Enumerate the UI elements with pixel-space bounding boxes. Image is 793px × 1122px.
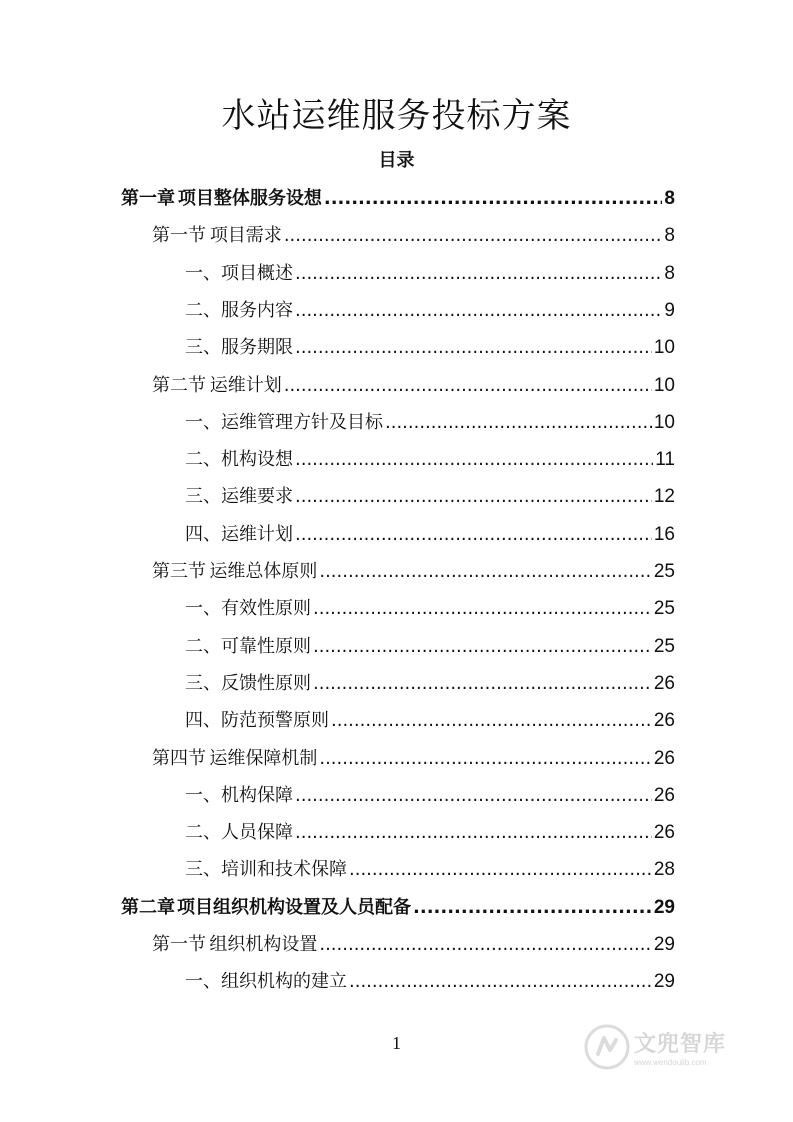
toc-entry-title: 运维计划 — [209, 374, 282, 396]
toc-leader-dots — [295, 337, 652, 358]
toc-entry-title: 培训和技术保障 — [221, 859, 347, 881]
toc-entry-number: 第一节 — [152, 225, 206, 247]
toc-entry-title: 项目需求 — [209, 225, 282, 247]
toc-leader-dots — [295, 449, 653, 470]
toc-leader-dots — [295, 822, 652, 843]
toc-entry-page: 9 — [664, 299, 675, 321]
toc-leader-dots — [313, 636, 652, 657]
toc-entry-title: 项目组织机构设置及人员配备 — [177, 896, 412, 918]
toc-entry[interactable] — [185, 408, 675, 436]
toc-heading: 目录 — [378, 150, 415, 171]
toc-entry-number: 第三节 — [152, 561, 206, 582]
toc-entry-page: 8 — [664, 262, 675, 284]
toc-entry[interactable] — [185, 632, 675, 660]
toc-entry[interactable] — [152, 221, 675, 249]
toc-leader-dots — [295, 263, 662, 284]
toc-entry-page: 10 — [653, 374, 675, 396]
toc-entry-page: 28 — [653, 859, 675, 881]
toc-entry[interactable] — [185, 445, 675, 473]
toc-entry-number: 一、 — [185, 598, 221, 620]
toc-entry[interactable] — [185, 855, 675, 883]
toc-entry-title: 组织机构的建立 — [221, 971, 347, 993]
toc-leader-dots — [284, 375, 652, 396]
page-title: 水站运维服务投标方案 — [221, 96, 572, 136]
toc-entry[interactable] — [152, 557, 675, 585]
toc-entry-number: 三、 — [185, 859, 221, 881]
toc-entry-title: 运维总体原则 — [209, 561, 318, 582]
toc-entry[interactable] — [185, 967, 675, 995]
toc-leader-dots — [295, 300, 662, 321]
toc-leader-dots — [319, 748, 652, 769]
toc-entry-number: 一、 — [185, 262, 221, 284]
toc-entry[interactable] — [152, 930, 675, 958]
toc-entry-number: 第二章 — [121, 896, 175, 918]
toc-entry-number: 四、 — [185, 523, 221, 545]
toc-entry[interactable] — [121, 893, 675, 921]
toc-leader-dots — [413, 897, 652, 918]
toc-leader-dots — [295, 524, 652, 545]
toc-entry-title: 防范预警原则 — [221, 710, 329, 732]
toc-entry-page: 29 — [653, 896, 675, 918]
toc-entry-title: 项目整体服务设想 — [177, 188, 322, 209]
toc-leader-dots — [331, 710, 652, 731]
watermark-logo-icon — [584, 1024, 630, 1070]
toc-entry-number: 三、 — [185, 672, 221, 694]
watermark-url: www.wendoulib.com — [634, 1058, 707, 1067]
toc-entry-page: 29 — [653, 971, 675, 993]
toc-entry-number: 二、 — [185, 635, 221, 657]
watermark — [584, 1022, 754, 1072]
toc-entry-page: 25 — [653, 635, 675, 657]
toc-entry-number: 三、 — [185, 486, 221, 508]
toc-entry-title: 组织机构设置 — [209, 934, 318, 955]
toc-entry-number: 二、 — [185, 822, 221, 844]
toc-entry-number: 第一章 — [121, 188, 175, 209]
toc-entry-title: 人员保障 — [221, 822, 293, 844]
toc-entry-page: 16 — [653, 523, 675, 545]
toc-entry-page: 29 — [653, 934, 675, 955]
toc-leader-dots — [319, 934, 652, 955]
toc-entry-page: 25 — [653, 598, 675, 620]
toc-leader-dots — [324, 188, 663, 209]
toc-entry-page: 26 — [653, 672, 675, 694]
toc-entry-page: 10 — [653, 411, 675, 433]
toc-entry-title: 运维保障机制 — [209, 747, 318, 769]
page-number: 1 — [392, 1033, 401, 1053]
toc-entry-title: 机构保障 — [221, 784, 293, 806]
toc-entry-title: 运维要求 — [221, 486, 293, 508]
toc-entry[interactable] — [185, 818, 675, 846]
toc-entry-page: 10 — [653, 337, 675, 359]
toc-entry-title: 运维计划 — [221, 523, 293, 545]
toc-entry[interactable] — [121, 184, 675, 212]
toc-entry-number: 四、 — [185, 710, 221, 732]
toc-entry[interactable] — [152, 744, 675, 772]
toc-entry-page: 26 — [653, 784, 675, 806]
toc-entry-title: 服务内容 — [221, 299, 293, 321]
toc-entry-number: 一、 — [185, 411, 221, 433]
toc-leader-dots — [284, 225, 663, 246]
toc-entry-number: 第四节 — [152, 747, 206, 769]
toc-entry-number: 三、 — [185, 337, 221, 359]
toc-leader-dots — [319, 561, 652, 582]
toc-entry-page: 26 — [653, 747, 675, 769]
toc-entry-page: 26 — [653, 822, 675, 844]
toc-entry-title: 项目概述 — [221, 262, 293, 284]
toc-entry[interactable] — [185, 296, 675, 324]
toc-leader-dots — [313, 673, 652, 694]
toc-entry-title: 反馈性原则 — [221, 672, 311, 694]
toc-entry[interactable] — [185, 594, 675, 622]
toc-entry-page: 25 — [653, 561, 675, 582]
toc-entry[interactable] — [185, 669, 675, 697]
toc-entry-page: 26 — [653, 710, 675, 732]
toc-entry-title: 服务期限 — [221, 337, 293, 359]
toc-entry[interactable] — [185, 706, 675, 734]
toc-entry-title: 可靠性原则 — [221, 635, 311, 657]
toc-leader-dots — [295, 785, 652, 806]
toc-entry-number: 第二节 — [152, 374, 206, 396]
toc-leader-dots — [295, 486, 652, 507]
toc-leader-dots — [349, 971, 652, 992]
toc-entry-page: 11 — [655, 449, 675, 471]
toc-entry-number: 二、 — [185, 299, 221, 321]
toc-entry-page: 8 — [664, 225, 675, 247]
toc-entry-page: 8 — [664, 188, 675, 209]
watermark-name: 文兜智库 — [634, 1032, 727, 1057]
toc-entry-number: 一、 — [185, 971, 221, 993]
toc-entry[interactable] — [185, 520, 675, 548]
toc-entry[interactable] — [152, 371, 675, 399]
toc-entry[interactable] — [185, 781, 675, 809]
toc-entry-title: 有效性原则 — [221, 598, 311, 620]
toc-entry-number: 一、 — [185, 784, 221, 806]
toc-entry[interactable] — [185, 482, 675, 510]
toc-entry[interactable] — [185, 259, 675, 287]
toc-entry[interactable] — [185, 333, 675, 361]
toc-leader-dots — [313, 598, 652, 619]
toc-entry-page: 12 — [653, 486, 675, 508]
toc-leader-dots — [385, 412, 652, 433]
toc-entry-title: 运维管理方针及目标 — [221, 411, 383, 433]
toc-entry-number: 二、 — [185, 449, 221, 471]
toc-entry-title: 机构设想 — [221, 449, 293, 471]
toc-leader-dots — [349, 859, 652, 880]
toc-entry-number: 第一节 — [152, 934, 206, 955]
